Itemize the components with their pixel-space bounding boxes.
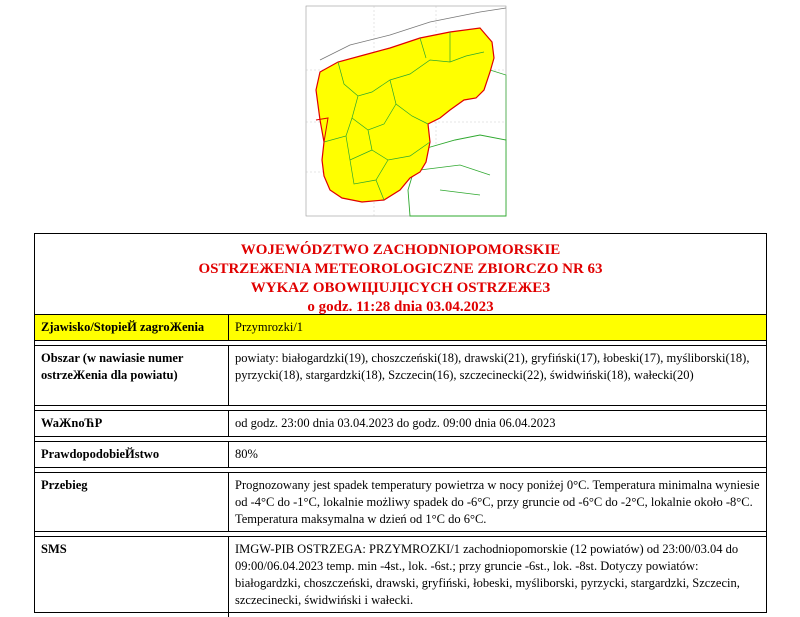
warning-title: OSTRZEЖENIA METEOROLOGICZNE ZBIORCZO NR 63 (198, 261, 603, 277)
region-title: WOJEWÓDZTWO ZACHODNIOPOMORSKIE (240, 242, 561, 258)
region-map-svg (280, 0, 512, 232)
document-header (35, 234, 766, 314)
course-value: Prognozowany jest spadek temperatury powietrza w nocy poniżej 0°C. Temperatura minimalna wyniesie od -4°C do -1°C, lokalnie możliwy spadek do -6°C, przy gruncie od -6°C do -2°C, lokalnie około -8°C. Temperatura maksymalna w dzień od 1°C do 6°C. (235, 478, 760, 526)
row-course (35, 472, 766, 531)
area-label: Obszar (w nawiasie numer ostrzeЖenia dla powiatu) (35, 346, 229, 405)
course-label: Przebieg (35, 473, 229, 531)
row-probability (35, 441, 766, 467)
area-value: powiaty: białogardzki(19), choszczeński(18), drawski(21), gryfiński(17), łobeski(17), myśliborski(18), pyrzycki(18), stargardzki(18), Szczecin(16), szczecinecki(22), świdwiński(18), wałecki(20) (235, 351, 750, 382)
row-validity (35, 410, 766, 436)
list-title: WYKAZ OBOWIЏUJЏCYCH OSTRZEЖEЗ (250, 280, 551, 296)
warning-map (280, 0, 512, 232)
validity-label: WaЖnoЋР (35, 411, 229, 436)
sms-value: IMGW-PIB OSTRZEGA: PRZYMROZKI/1 zachodniopomorskie (12 powiatów) od 23:00/03.04 do 09:00/06.04.2023 temp. min -4st., lok. -6st.; przy gruncie -6st., lok. -8st. Dotyczy powiatów: białogardzki, choszczeński, drawski, gryfiński, łobeski, myśliborski, pyrzycki, stargardzki, Szczecin, szczecinecki, świdwiński i wałecki. (235, 542, 740, 607)
warning-summary-table (34, 233, 767, 613)
sms-label: SMS (35, 537, 229, 617)
row-sms (35, 536, 766, 617)
row-phenomenon (35, 314, 766, 340)
issue-time: o godz. 11:28 dnia 03.04.2023 (307, 299, 494, 315)
phenomenon-label: Zjawisko/StopieЙ zagroЖenia (35, 315, 229, 340)
probability-label: PrawdopodobieЙstwo (35, 442, 229, 467)
phenomenon-value: Przymrozki/1 (235, 320, 304, 334)
validity-value: od godz. 23:00 dnia 03.04.2023 do godz. 09:00 dnia 06.04.2023 (235, 416, 556, 430)
row-area (35, 345, 766, 405)
probability-value: 80% (235, 447, 258, 461)
